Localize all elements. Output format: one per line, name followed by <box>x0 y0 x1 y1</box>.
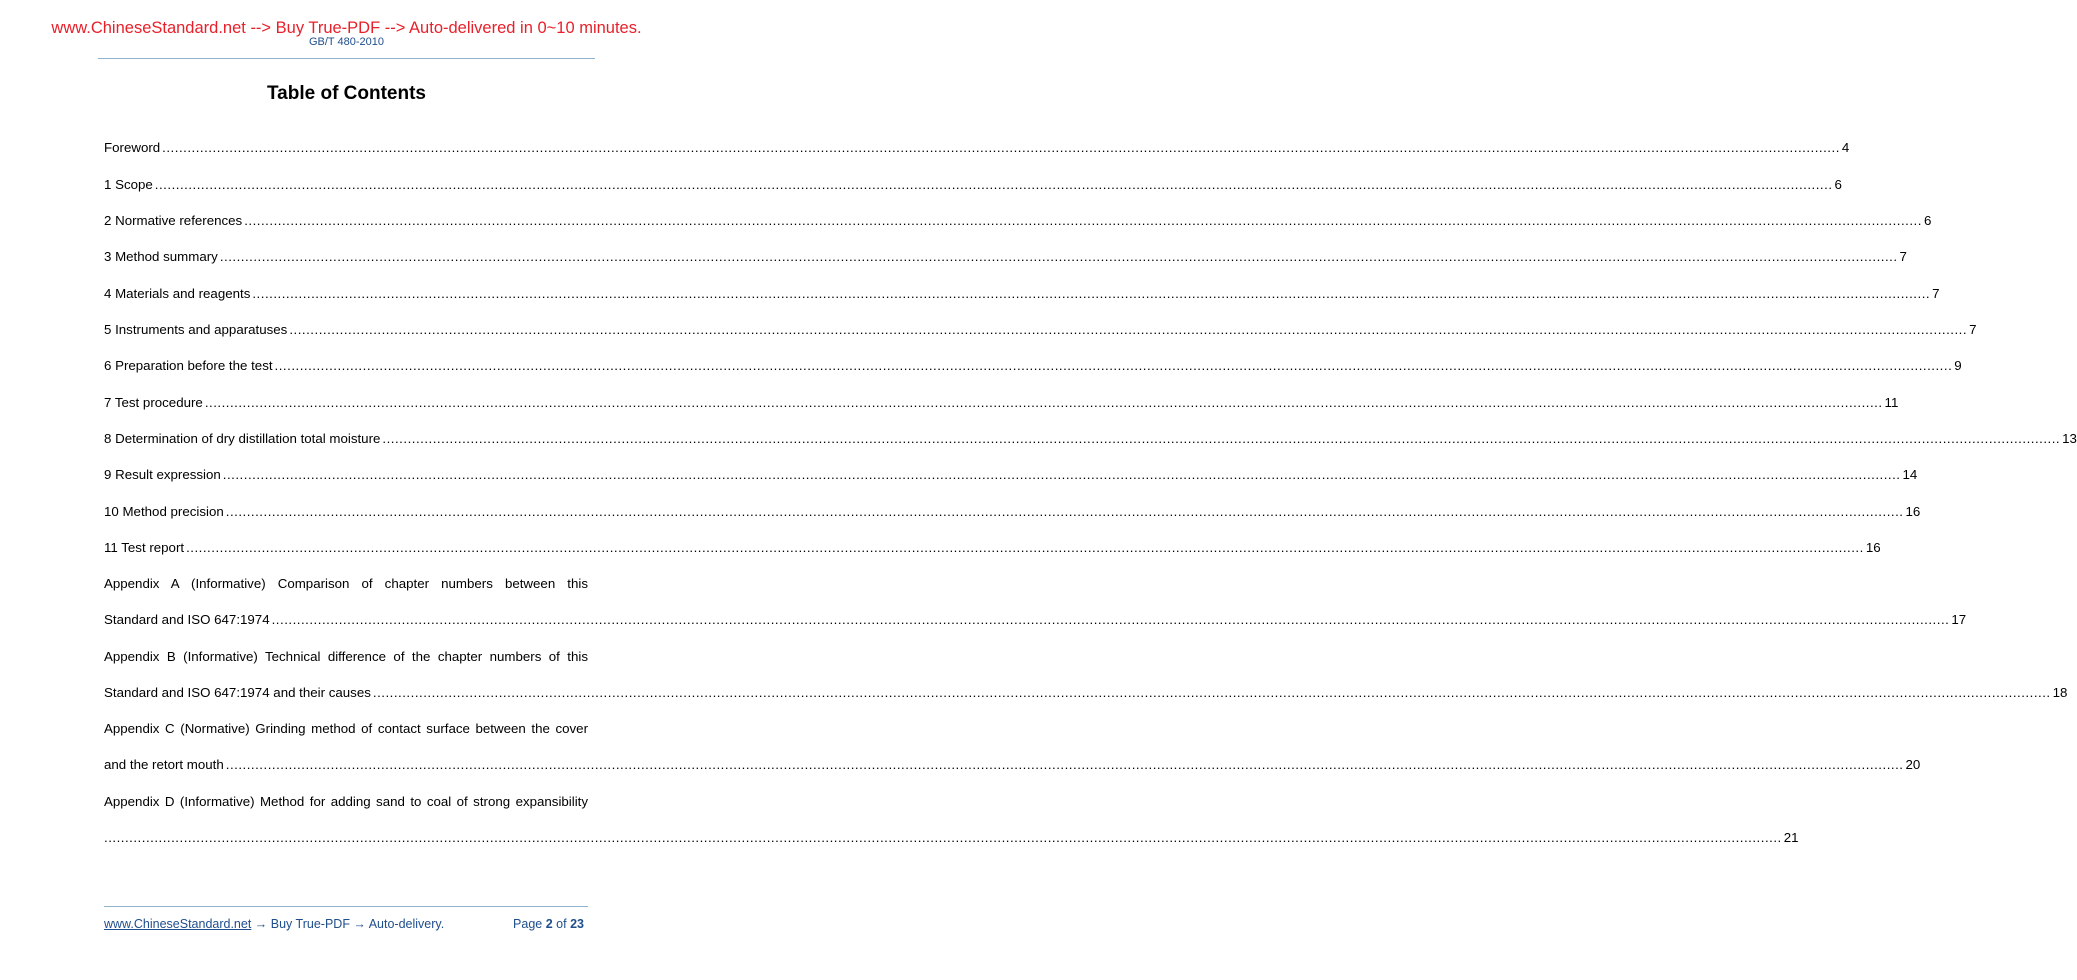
toc-appendix-entry[interactable] <box>104 612 1967 628</box>
toc-entry-page: 20 <box>1905 757 1921 772</box>
toc-entry[interactable] <box>104 177 1842 193</box>
toc-entry-page: 7 <box>1969 322 1977 337</box>
toc-appendix-title[interactable]: Appendix C (Normative) Grinding method of contact surface between the cover <box>104 721 588 736</box>
toc-appendix-title[interactable]: Appendix A (Informative) Comparison of chapter numbers between this <box>104 576 588 591</box>
header-divider <box>98 58 595 59</box>
toc-appendix-label-cont: Standard and ISO 647:1974 and their causes <box>104 685 371 700</box>
toc-entry-label: 10 Method precision <box>104 504 224 519</box>
toc-leader-dots: ................................................................................................................................................................................................................................................................................................................................................................................................................ <box>222 467 1901 482</box>
toc-entry-page: 14 <box>1902 467 1918 482</box>
toc-entry-label: 3 Method summary <box>104 249 218 264</box>
toc-appendix-label-cont: Standard and ISO 647:1974 <box>104 612 270 627</box>
page-of-label: of <box>556 917 567 931</box>
toc-leader-dots: ................................................................................................................................................................................................................................................................................................................................................................................................................ <box>219 249 1898 264</box>
toc-entry[interactable] <box>104 504 1921 520</box>
standard-code: GB/T 480-2010 <box>308 36 384 48</box>
toc-appendix-entry[interactable] <box>104 757 1921 773</box>
toc-entry-label: Foreword <box>104 140 161 155</box>
toc-entry-page: 4 <box>1841 140 1850 155</box>
toc-appendix-label-cont: and the retort mouth <box>104 757 224 772</box>
toc-appendix-entry[interactable] <box>104 685 2068 701</box>
footer-website-link[interactable]: www.ChineseStandard.net <box>104 917 252 931</box>
toc-leader-dots: ................................................................................................................................................................................................................................................................................................................................................................................................................ <box>154 177 1833 192</box>
toc-entry[interactable] <box>104 322 1977 338</box>
page-label: Page <box>513 917 543 931</box>
toc-entry-label: 2 Normative references <box>104 213 243 228</box>
toc-entry-page: 13 <box>2062 431 2077 446</box>
footer <box>104 916 588 932</box>
toc-entry[interactable] <box>104 213 1932 229</box>
toc-entry[interactable] <box>104 286 1940 302</box>
toc-leader-dots: ................................................................................................................................................................................................................................................................................................................................................................................................................ <box>225 757 1904 772</box>
toc-entry-label: 8 Determination of dry distillation total moisture <box>104 431 381 446</box>
toc-leader-dots: ................................................................................................................................................................................................................................................................................................................................................................................................................ <box>382 431 2061 446</box>
toc-entry-page: 7 <box>1899 249 1907 264</box>
toc-appendix-title[interactable]: Appendix B (Informative) Technical difference of the chapter numbers of this <box>104 649 588 664</box>
toc-leader-dots: ................................................................................................................................................................................................................................................................................................................................................................................................................ <box>204 395 1883 410</box>
toc-appendix-title[interactable]: Appendix D (Informative) Method for adding sand to coal of strong expansibility <box>104 794 588 809</box>
toc-entry-label: 11 Test report <box>104 540 185 555</box>
toc-leader-dots: ................................................................................................................................................................................................................................................................................................................................................................................................................ <box>372 685 2051 700</box>
toc-leader-dots: ................................................................................................................................................................................................................................................................................................................................................................................................................ <box>186 540 1864 555</box>
toc-leader-dots: ................................................................................................................................................................................................................................................................................................................................................................................................................ <box>244 213 1922 228</box>
toc-entry-page: 21 <box>1783 830 1799 845</box>
page-indicator <box>513 916 584 932</box>
page-current: 2 <box>545 917 553 931</box>
toc-leader-dots: ................................................................................................................................................................................................................................................................................................................................................................................................................ <box>104 830 1782 845</box>
toc-entry-label: 5 Instruments and apparatuses <box>104 322 288 337</box>
toc-appendix-entry[interactable] <box>104 830 1799 846</box>
toc-entry-label: 1 Scope <box>104 177 153 192</box>
toc-leader-dots: ................................................................................................................................................................................................................................................................................................................................................................................................................ <box>252 286 1931 301</box>
toc-entry-page: 7 <box>1932 286 1940 301</box>
toc-entry[interactable] <box>104 431 2077 447</box>
toc-entry[interactable] <box>104 395 1899 411</box>
toc-entry[interactable] <box>104 467 1918 483</box>
toc-entry[interactable] <box>104 540 1881 556</box>
toc-entry-page: 6 <box>1923 213 1932 228</box>
toc-entry-label: 4 Materials and reagents <box>104 286 251 301</box>
toc-entry-page: 16 <box>1865 540 1881 555</box>
toc-leader-dots: ................................................................................................................................................................................................................................................................................................................................................................................................................ <box>225 504 1904 519</box>
toc-leader-dots: ................................................................................................................................................................................................................................................................................................................................................................................................................ <box>162 140 1840 155</box>
toc-entry[interactable] <box>104 140 1850 156</box>
toc-entry-label: 7 Test procedure <box>104 395 203 410</box>
toc-entry-page: 11 <box>1884 395 1899 410</box>
toc-entry-page: 18 <box>2052 685 2068 700</box>
toc-entry-page: 6 <box>1834 177 1842 192</box>
toc-leader-dots: ................................................................................................................................................................................................................................................................................................................................................................................................................ <box>274 358 1953 373</box>
banner-text: www.ChineseStandard.net --> Buy True-PDF --> Auto-delivered in 0~10 minutes. <box>51 19 642 37</box>
footer-divider <box>104 906 588 907</box>
toc-entry[interactable] <box>104 358 1962 374</box>
page-total: 23 <box>570 917 584 931</box>
toc-leader-dots: ................................................................................................................................................................................................................................................................................................................................................................................................................ <box>271 612 1950 627</box>
page-title: Table of Contents <box>266 83 427 104</box>
toc-entry-label: 6 Preparation before the test <box>104 358 273 373</box>
toc-entry-page: 16 <box>1905 504 1921 519</box>
toc-entry-page: 17 <box>1951 612 1967 627</box>
toc-entry-label: 9 Result expression <box>104 467 221 482</box>
toc-entry[interactable] <box>104 249 1907 265</box>
footer-text: → Buy True-PDF → Auto-delivery. <box>254 917 445 931</box>
toc-entry-page: 9 <box>1954 358 1962 373</box>
toc-leader-dots: ................................................................................................................................................................................................................................................................................................................................................................................................................ <box>289 322 1968 337</box>
